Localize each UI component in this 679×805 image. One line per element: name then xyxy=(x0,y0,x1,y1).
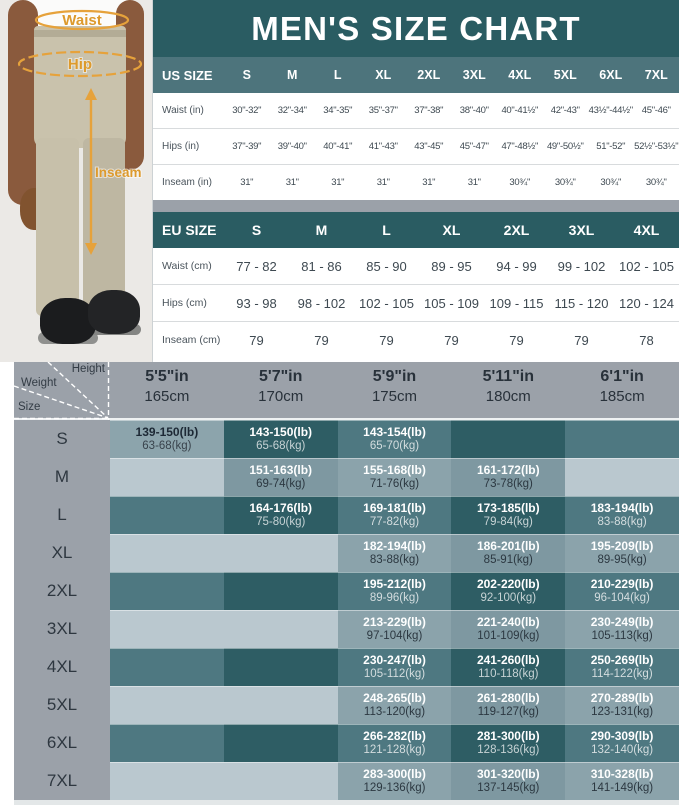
weight-lb-value: 151-163(lb) xyxy=(249,462,313,477)
us-measure-value: 31" xyxy=(240,177,254,188)
matrix-weight-cell xyxy=(110,648,224,686)
height-cm-label: 180cm xyxy=(485,388,531,405)
weight-kg-value: 105-112(kg) xyxy=(363,667,426,680)
weight-lb-value: 283-300(lb) xyxy=(363,766,426,781)
us-size-col: 7XL xyxy=(644,68,668,82)
weight-lb-value: 169-181(lb) xyxy=(363,500,426,515)
matrix-header-row xyxy=(14,362,679,420)
matrix-weight-cell xyxy=(110,534,224,572)
matrix-height-column xyxy=(224,362,338,418)
us-measure-value: 49"-50½" xyxy=(546,141,584,152)
eu-size-col: M xyxy=(315,222,328,238)
matrix-weight-cell xyxy=(565,686,679,724)
matrix-weight-cell xyxy=(110,496,224,534)
eu-measure-value: 120 - 124 xyxy=(619,295,674,311)
corner-size-label: Size xyxy=(18,401,41,413)
eu-size-col: S xyxy=(251,222,262,238)
inseam-arrow-down-icon xyxy=(85,243,97,255)
weight-kg-value: 141-149(kg) xyxy=(591,781,654,794)
eu-measure-values xyxy=(224,333,679,348)
height-weight-matrix xyxy=(14,362,679,800)
weight-kg-value: 119-127(kg) xyxy=(477,705,539,718)
us-measure-value: 30¾" xyxy=(554,177,576,188)
matrix-weight-cell xyxy=(451,724,565,762)
weight-kg-value: 85-91(kg) xyxy=(483,553,533,566)
eu-measure-value: 102 - 105 xyxy=(359,295,414,311)
us-measure-row xyxy=(153,93,679,128)
matrix-weight-cell xyxy=(338,458,452,496)
measurement-annotations xyxy=(0,0,152,362)
weight-kg-value: 92-100(kg) xyxy=(480,591,537,604)
weight-kg-value: 121-128(kg) xyxy=(363,743,426,756)
inseam-label: Inseam xyxy=(95,165,142,180)
us-size-col: 4XL xyxy=(508,68,532,82)
weight-lb-value: 241-260(lb) xyxy=(476,652,540,667)
matrix-weight-cell xyxy=(565,572,679,610)
weight-lb-value: 155-168(lb) xyxy=(363,462,426,477)
weight-lb-value: 182-194(lb) xyxy=(363,538,426,553)
eu-measure-row xyxy=(153,284,679,321)
eu-measure-value: 77 - 82 xyxy=(236,258,277,274)
us-measure-value: 45"-46" xyxy=(641,105,671,116)
eu-measure-row xyxy=(153,321,679,358)
weight-lb-value: 195-209(lb) xyxy=(590,538,654,553)
eu-measure-value: 98 - 102 xyxy=(297,295,346,311)
weight-lb-value: 290-309(lb) xyxy=(590,728,654,743)
matrix-weight-cell xyxy=(451,534,565,572)
us-size-col: 6XL xyxy=(599,68,623,82)
matrix-row xyxy=(14,610,679,648)
matrix-weight-cell xyxy=(224,762,338,800)
matrix-weight-cell xyxy=(110,724,224,762)
eu-size-col: 4XL xyxy=(633,222,660,238)
title-bar xyxy=(153,0,679,57)
us-measure-value: 31" xyxy=(376,177,390,188)
us-measure-value: 30¾" xyxy=(600,177,622,188)
eu-measure-value: 78 xyxy=(639,332,654,348)
us-measure-value: 30¾" xyxy=(645,177,667,188)
matrix-weight-cell xyxy=(338,572,452,610)
eu-measure-label: Hips (cm) xyxy=(162,297,207,309)
weight-lb-value: 261-280(lb) xyxy=(476,690,540,705)
us-measure-value: 37"-38" xyxy=(414,105,444,116)
eu-measure-label: Waist (cm) xyxy=(162,260,212,272)
eu-measure-value: 79 xyxy=(379,332,394,348)
us-measure-value: 52½"-53½" xyxy=(634,141,679,152)
matrix-row xyxy=(14,534,679,572)
matrix-height-column xyxy=(110,362,224,418)
weight-kg-value: 65-68(kg) xyxy=(256,439,306,452)
weight-kg-value: 123-131(kg) xyxy=(591,705,654,718)
height-feet-label: 6'1"in xyxy=(600,368,644,385)
weight-lb-value: 143-150(lb) xyxy=(249,424,313,439)
matrix-row xyxy=(14,420,679,458)
weight-lb-value: 301-320(lb) xyxy=(476,766,540,781)
matrix-weight-cell xyxy=(451,610,565,648)
eu-measure-value: 115 - 120 xyxy=(554,295,609,311)
eu-measure-value: 93 - 98 xyxy=(236,295,277,311)
us-measure-value: 31" xyxy=(422,177,436,188)
weight-kg-value: 73-78(kg) xyxy=(483,477,533,490)
weight-lb-value: 230-247(lb) xyxy=(363,652,426,667)
matrix-weight-cell xyxy=(110,610,224,648)
weight-kg-value: 110-118(kg) xyxy=(478,667,539,680)
us-measure-values xyxy=(224,105,679,116)
eu-measure-value: 105 - 109 xyxy=(424,295,479,311)
us-measure-row xyxy=(153,164,679,200)
us-size-col: 2XL xyxy=(417,68,441,82)
weight-kg-value: 129-136(kg) xyxy=(363,781,426,794)
matrix-weight-cell xyxy=(338,762,452,800)
waist-label: Waist xyxy=(62,12,102,29)
matrix-size-label: L xyxy=(14,496,110,534)
us-measure-value: 51"-52" xyxy=(596,141,626,152)
weight-lb-value: 310-328(lb) xyxy=(590,766,654,781)
matrix-weight-cell xyxy=(224,724,338,762)
matrix-size-label: XL xyxy=(14,534,110,572)
us-size-header-row xyxy=(153,57,679,93)
us-measure-values xyxy=(224,141,679,152)
us-measure-label: Hips (in) xyxy=(162,141,200,152)
weight-kg-value: 69-74(kg) xyxy=(256,477,306,490)
weight-kg-value: 65-70(kg) xyxy=(369,439,420,452)
weight-lb-value: 173-185(lb) xyxy=(476,500,540,515)
weight-lb-value: 250-269(lb) xyxy=(590,652,654,667)
us-measure-value: 45"-47" xyxy=(459,141,489,152)
matrix-weight-cell xyxy=(565,534,679,572)
matrix-row xyxy=(14,572,679,610)
us-size-columns xyxy=(224,68,679,82)
matrix-size-label: S xyxy=(14,420,110,458)
eu-measure-value: 94 - 99 xyxy=(496,258,537,274)
us-measure-value: 31" xyxy=(467,177,481,188)
matrix-weight-cell xyxy=(224,572,338,610)
weight-lb-value: 139-150(lb) xyxy=(135,424,199,439)
matrix-weight-cell xyxy=(565,648,679,686)
matrix-weight-cell xyxy=(224,458,338,496)
matrix-row xyxy=(14,686,679,724)
us-measure-row xyxy=(153,128,679,164)
matrix-rows xyxy=(14,420,679,800)
us-measure-value: 31" xyxy=(285,177,299,188)
eu-measure-values xyxy=(224,296,679,311)
matrix-weight-cell xyxy=(224,496,338,534)
us-measure-value: 42"-43" xyxy=(550,105,580,116)
us-measure-value: 39"-40" xyxy=(277,141,307,152)
matrix-weight-cell xyxy=(110,762,224,800)
weight-lb-value: 202-220(lb) xyxy=(476,576,540,591)
weight-lb-value: 183-194(lb) xyxy=(590,500,654,515)
matrix-height-column xyxy=(338,362,452,418)
corner-height-label: Height xyxy=(71,363,105,375)
eu-size-col: 3XL xyxy=(568,222,595,238)
matrix-weight-cell xyxy=(565,724,679,762)
eu-measure-values xyxy=(224,259,679,274)
matrix-size-label: 3XL xyxy=(14,610,110,648)
eu-measure-value: 79 xyxy=(444,332,459,348)
us-measure-value: 32"-34" xyxy=(277,105,307,116)
eu-size-header-label: EU SIZE xyxy=(162,222,217,238)
weight-kg-value: 75-80(kg) xyxy=(256,515,306,528)
weight-lb-value: 230-249(lb) xyxy=(590,614,654,629)
weight-kg-value: 132-140(kg) xyxy=(591,743,654,756)
matrix-corner-cell xyxy=(14,362,110,418)
weight-lb-value: 248-265(lb) xyxy=(363,690,426,705)
matrix-weight-cell xyxy=(451,572,565,610)
us-measure-value: 30"-32" xyxy=(232,105,262,116)
inseam-arrow-up-icon xyxy=(85,88,97,100)
us-measure-value: 41"-43" xyxy=(368,141,398,152)
matrix-row xyxy=(14,648,679,686)
us-size-col: S xyxy=(242,68,251,82)
matrix-weight-cell xyxy=(110,572,224,610)
weight-lb-value: 164-176(lb) xyxy=(249,500,313,515)
weight-lb-value: 281-300(lb) xyxy=(476,728,540,743)
us-size-table-body xyxy=(153,93,679,200)
us-size-col: L xyxy=(333,68,342,82)
eu-size-col: 2XL xyxy=(503,222,530,238)
matrix-weight-cell xyxy=(451,686,565,724)
weight-kg-value: 105-113(kg) xyxy=(591,629,653,642)
us-measure-value: 40"-41" xyxy=(323,141,353,152)
corner-weight-label: Weight xyxy=(21,377,57,389)
weight-kg-value: 114-122(kg) xyxy=(591,667,653,680)
matrix-weight-cell xyxy=(451,458,565,496)
matrix-weight-cell xyxy=(338,496,452,534)
weight-kg-value: 89-95(kg) xyxy=(597,553,647,566)
weight-lb-value: 266-282(lb) xyxy=(363,728,426,743)
eu-size-col: L xyxy=(382,222,391,238)
matrix-weight-cell xyxy=(224,420,338,458)
eu-measure-label: Inseam (cm) xyxy=(162,334,221,346)
eu-size-header-row xyxy=(153,212,679,248)
matrix-size-label: M xyxy=(14,458,110,496)
us-measure-value: 38"-40" xyxy=(459,105,489,116)
matrix-weight-cell xyxy=(338,724,452,762)
weight-kg-value: 96-104(kg) xyxy=(594,591,650,604)
us-size-col: XL xyxy=(375,68,392,82)
weight-kg-value: 83-88(kg) xyxy=(597,515,647,528)
matrix-weight-cell xyxy=(565,762,679,800)
table-divider xyxy=(153,200,679,212)
height-cm-label: 185cm xyxy=(599,388,645,405)
weight-kg-value: 71-76(kg) xyxy=(369,477,420,490)
us-measure-value: 30¾" xyxy=(509,177,531,188)
matrix-weight-cell xyxy=(565,420,679,458)
matrix-weight-cell xyxy=(338,534,452,572)
eu-measure-value: 79 xyxy=(249,332,264,348)
us-measure-value: 47"-48½" xyxy=(501,141,539,152)
matrix-size-label: 2XL xyxy=(14,572,110,610)
weight-kg-value: 137-145(kg) xyxy=(477,781,540,794)
us-measure-values xyxy=(224,177,679,188)
eu-measure-value: 79 xyxy=(574,332,589,348)
eu-size-columns xyxy=(224,222,679,238)
us-measure-value: 37"-39" xyxy=(232,141,262,152)
matrix-row xyxy=(14,724,679,762)
eu-size-table-body xyxy=(153,248,679,358)
weight-kg-value: 101-109(kg) xyxy=(477,629,540,642)
matrix-size-label: 4XL xyxy=(14,648,110,686)
matrix-size-label: 6XL xyxy=(14,724,110,762)
weight-lb-value: 186-201(lb) xyxy=(476,538,540,553)
matrix-weight-cell xyxy=(338,420,452,458)
height-feet-label: 5'9"in xyxy=(372,368,417,385)
page-title: MEN'S SIZE CHART xyxy=(251,9,581,47)
weight-kg-value: 63-68(kg) xyxy=(142,439,192,452)
matrix-weight-cell xyxy=(110,686,224,724)
matrix-row xyxy=(14,458,679,496)
matrix-height-column xyxy=(565,362,679,418)
height-feet-label: 5'5"in xyxy=(145,368,189,385)
height-cm-label: 175cm xyxy=(371,388,417,405)
matrix-size-label: 5XL xyxy=(14,686,110,724)
matrix-weight-cell xyxy=(451,762,565,800)
matrix-weight-cell xyxy=(565,610,679,648)
weight-lb-value: 210-229(lb) xyxy=(590,576,654,591)
us-size-col: 3XL xyxy=(462,68,486,82)
matrix-weight-cell xyxy=(565,458,679,496)
us-measure-value: 35"-37" xyxy=(368,105,398,116)
matrix-row xyxy=(14,496,679,534)
eu-measure-value: 109 - 115 xyxy=(489,295,544,311)
matrix-weight-cell xyxy=(451,648,565,686)
matrix-weight-cell xyxy=(338,610,452,648)
matrix-weight-cell xyxy=(224,648,338,686)
matrix-row xyxy=(14,762,679,800)
eu-measure-value: 79 xyxy=(314,332,329,348)
matrix-weight-cell xyxy=(338,686,452,724)
us-measure-value: 43"-45" xyxy=(414,141,444,152)
weight-lb-value: 221-240(lb) xyxy=(476,614,540,629)
eu-size-col: XL xyxy=(442,222,461,238)
eu-measure-value: 81 - 86 xyxy=(301,258,342,274)
weight-kg-value: 77-82(kg) xyxy=(369,515,420,528)
weight-kg-value: 83-88(kg) xyxy=(369,553,420,566)
us-size-col: M xyxy=(287,68,298,82)
height-cm-label: 170cm xyxy=(258,388,304,405)
us-size-col: 5XL xyxy=(553,68,577,82)
eu-measure-value: 89 - 95 xyxy=(431,258,472,274)
eu-measure-value: 102 - 105 xyxy=(619,258,674,274)
us-measure-label: Inseam (in) xyxy=(162,177,213,188)
weight-lb-value: 213-229(lb) xyxy=(363,614,426,629)
matrix-weight-cell xyxy=(224,534,338,572)
weight-kg-value: 89-96(kg) xyxy=(369,591,420,604)
us-measure-label: Waist (in) xyxy=(162,105,204,116)
eu-measure-row xyxy=(153,248,679,284)
matrix-weight-cell xyxy=(451,496,565,534)
matrix-weight-cell xyxy=(565,496,679,534)
model-photo xyxy=(0,0,152,362)
weight-kg-value: 79-84(kg) xyxy=(483,515,533,528)
us-measure-value: 34"-35" xyxy=(323,105,353,116)
matrix-weight-cell xyxy=(110,458,224,496)
matrix-height-column xyxy=(451,362,565,418)
us-measure-value: 43½"-44½" xyxy=(588,105,633,116)
matrix-size-label: 7XL xyxy=(14,762,110,800)
matrix-weight-cell xyxy=(451,420,565,458)
weight-kg-value: 128-136(kg) xyxy=(477,743,540,756)
weight-lb-value: 195-212(lb) xyxy=(363,576,426,591)
weight-lb-value: 270-289(lb) xyxy=(590,690,654,705)
height-feet-label: 5'7"in xyxy=(258,368,303,385)
matrix-weight-cell xyxy=(224,686,338,724)
eu-measure-value: 99 - 102 xyxy=(557,258,606,274)
weight-lb-value: 143-154(lb) xyxy=(363,424,426,439)
weight-kg-value: 97-104(kg) xyxy=(366,629,423,642)
matrix-weight-cell xyxy=(110,420,224,458)
matrix-weight-cell xyxy=(224,610,338,648)
us-size-header-label: US SIZE xyxy=(162,67,213,83)
height-feet-label: 5'11"in xyxy=(482,368,534,385)
matrix-weight-cell xyxy=(338,648,452,686)
bottom-strip xyxy=(14,800,679,805)
matrix-height-columns xyxy=(110,362,679,418)
eu-measure-value: 85 - 90 xyxy=(366,258,407,274)
us-measure-value: 31" xyxy=(331,177,345,188)
eu-measure-value: 79 xyxy=(509,332,524,348)
hip-label: Hip xyxy=(67,56,93,73)
height-cm-label: 165cm xyxy=(144,388,190,405)
weight-kg-value: 113-120(kg) xyxy=(363,705,426,718)
size-tables-panel xyxy=(152,0,679,362)
us-measure-value: 40"-41½" xyxy=(501,105,539,116)
weight-lb-value: 161-172(lb) xyxy=(476,462,540,477)
